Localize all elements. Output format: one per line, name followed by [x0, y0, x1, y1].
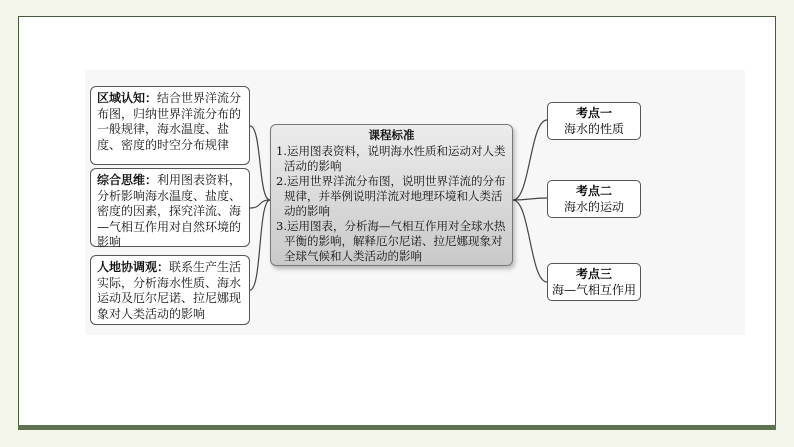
topic-subtitle: 海水的性质	[563, 122, 624, 136]
left-box-label: 综合思维：	[97, 173, 158, 187]
connector-left-3	[250, 200, 270, 290]
left-box-comprehensive-thinking	[90, 168, 250, 247]
left-box-text: 利用图表资料，分析影响海水温度、盐度、密度的因素，探究洋流、海—气相互作用对自然环境的影响	[97, 173, 242, 249]
left-box-human-land-harmony	[90, 255, 250, 325]
left-box-label: 区域认知：	[97, 91, 158, 105]
connector-left-2	[250, 200, 270, 208]
topic-title: 考点三	[575, 267, 612, 281]
left-box-regional-cognition	[90, 86, 250, 165]
topic-title: 考点二	[575, 184, 612, 198]
center-item: 1.运用图表资料，说明海水性质和运动对人类活动的影响	[276, 144, 506, 173]
right-box-topic-2	[547, 180, 641, 218]
topic-subtitle: 海水的运动	[563, 200, 624, 214]
right-box-topic-3	[547, 263, 641, 301]
bottom-accent-bar	[18, 425, 776, 430]
right-box-topic-1	[547, 102, 641, 140]
center-item: 3.运用图表，分析海—气相互作用对全球水热平衡的影响，解释厄尔尼诺、拉尼娜现象对全球气候和人类活动的影响	[276, 219, 506, 263]
left-box-label: 人地协调观：	[97, 260, 170, 274]
left-box-text: 结合世界洋流分布图，归纳世界洋流分布的一般规律，海水温度、盐度、密度的时空分布规律	[97, 91, 242, 152]
left-box-text: 联系生产生活实际，分析海水性质、海水运动及厄尔尼诺、拉尼娜现象对人类活动的影响	[97, 260, 242, 321]
connector-right-1	[513, 120, 547, 200]
connector-right-3	[513, 200, 547, 282]
curriculum-standard-box	[270, 124, 513, 266]
connector-right-2	[513, 198, 547, 200]
center-title: 课程标准	[368, 128, 415, 142]
connector-left-1	[250, 126, 270, 200]
topic-subtitle: 海—气相互作用	[551, 283, 636, 297]
center-item: 2.运用世界洋流分布图，说明世界洋流的分布规律，并举例说明洋流对地理环境和人类活动的影响	[276, 174, 506, 218]
topic-title: 考点一	[575, 106, 612, 120]
